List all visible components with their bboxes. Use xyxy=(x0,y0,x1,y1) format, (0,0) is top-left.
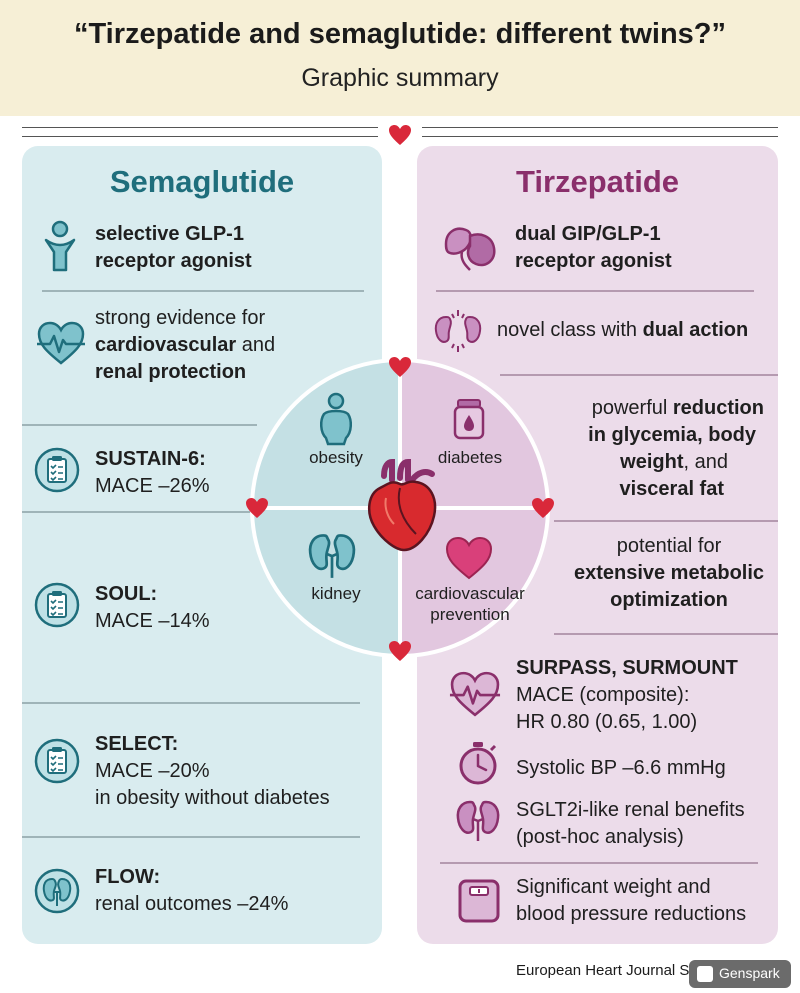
sema-evidence-line3: renal protection xyxy=(95,361,247,383)
quadrant-label-prevention: prevention xyxy=(430,605,510,624)
tirz-weight-line1: Significant weight and xyxy=(516,876,711,898)
genspark-badge[interactable] xyxy=(689,960,791,988)
separator xyxy=(22,424,257,426)
clipboard-icon xyxy=(34,738,80,784)
top-rule-right-2 xyxy=(422,136,778,137)
scale-icon xyxy=(457,878,501,924)
separator xyxy=(554,520,778,522)
heart-icon xyxy=(388,640,412,662)
tirz-surpass-name: SURPASS, SURMOUNT xyxy=(516,657,738,679)
jar-icon xyxy=(452,398,486,440)
separator xyxy=(554,633,778,635)
quadrant-label-cardiovascular: cardiovascular xyxy=(415,584,525,603)
heart-icon xyxy=(388,124,412,146)
heart-icon xyxy=(245,497,269,519)
clipboard-icon xyxy=(34,582,80,628)
heart-pulse-icon xyxy=(448,670,502,718)
quadrant-label-diabetes: diabetes xyxy=(437,448,503,467)
sema-mech-line2: receptor agonist xyxy=(95,250,252,272)
sema-trial2-name: SOUL: xyxy=(95,583,158,605)
heart-pulse-icon xyxy=(36,320,86,366)
sema-trial1-result: MACE –26% xyxy=(95,475,210,497)
sema-trial2-result: MACE –14% xyxy=(95,610,210,632)
tirzepatide-title: Tirzepatide xyxy=(515,164,680,199)
separator xyxy=(22,702,360,704)
clipboard-icon xyxy=(34,447,80,493)
tirz-renal-line1: SGLT2i-like renal benefits xyxy=(516,799,745,821)
separator xyxy=(22,836,360,838)
sema-trial3-result: MACE –20% xyxy=(95,760,210,782)
tirz-reduction-line1: powerful reduction xyxy=(591,397,764,419)
tirz-reduction-line2: in glycemia, body xyxy=(588,424,756,446)
footer-journal: European Heart Journal S xyxy=(516,962,690,979)
organs-icon xyxy=(440,222,498,272)
top-rule-right-1 xyxy=(422,127,778,128)
heart-icon xyxy=(531,497,555,519)
tirz-mech-line2: receptor agonist xyxy=(515,250,672,272)
page-title: “Tirzepatide and semaglutide: different twins?” xyxy=(73,18,727,50)
top-rule-left-2 xyxy=(22,136,378,137)
sema-trial4-result: renal outcomes –24% xyxy=(95,893,289,915)
quadrant-label-kidney: kidney xyxy=(311,584,361,603)
separator xyxy=(22,511,257,513)
kidney-icon xyxy=(452,797,504,843)
sema-trial1-name: SUSTAIN-6: xyxy=(95,448,206,470)
separator xyxy=(440,862,758,864)
tirz-potential-line1: potential for xyxy=(616,535,722,557)
tirz-renal-line2: (post-hoc analysis) xyxy=(516,826,684,848)
quadrant-label-obesity: obesity xyxy=(309,448,363,467)
tirz-surpass-line2: HR 0.80 (0.65, 1.00) xyxy=(516,711,698,733)
tirz-reduction-line3: weight, and xyxy=(620,451,728,473)
genspark-logo-icon xyxy=(697,966,713,982)
page-subtitle: Graphic summary xyxy=(301,64,499,92)
heart-icon xyxy=(444,536,494,580)
sema-evidence-line1: strong evidence for xyxy=(95,307,266,329)
tirz-potential-line2: extensive metabolic xyxy=(573,562,765,584)
tirz-surpass-line1: MACE (composite): xyxy=(516,684,690,706)
badge-label: Genspark xyxy=(719,965,780,981)
semaglutide-title: Semaglutide xyxy=(109,164,295,199)
sema-mech-line1: selective GLP-1 xyxy=(95,223,244,245)
tirz-bp-text: Systolic BP –6.6 mmHg xyxy=(516,757,726,779)
top-rule-left-1 xyxy=(22,127,378,128)
kidney-icon xyxy=(34,868,80,914)
sema-trial4-name: FLOW: xyxy=(95,866,161,888)
sema-trial3-name: SELECT: xyxy=(95,733,179,755)
sema-evidence-line2: cardiovascular and xyxy=(95,334,276,356)
anatomical-heart-icon xyxy=(362,458,438,554)
separator xyxy=(436,290,754,292)
dual-action-kidney-icon xyxy=(430,308,486,354)
heart-icon xyxy=(388,356,412,378)
separator xyxy=(42,290,364,292)
stopwatch-icon xyxy=(457,741,499,785)
tirz-weight-line2: blood pressure reductions xyxy=(516,903,747,925)
tirz-mech-line1: dual GIP/GLP-1 xyxy=(515,223,661,245)
kidney-icon xyxy=(302,530,362,580)
sema-trial3-note: in obesity without diabetes xyxy=(95,787,330,809)
tirz-potential-line3: optimization xyxy=(610,589,728,611)
tirz-novel-text: novel class with dual action xyxy=(497,319,749,341)
person-icon xyxy=(316,392,356,446)
receptor-icon xyxy=(40,220,80,272)
tirz-reduction-line4: visceral fat xyxy=(619,478,724,500)
